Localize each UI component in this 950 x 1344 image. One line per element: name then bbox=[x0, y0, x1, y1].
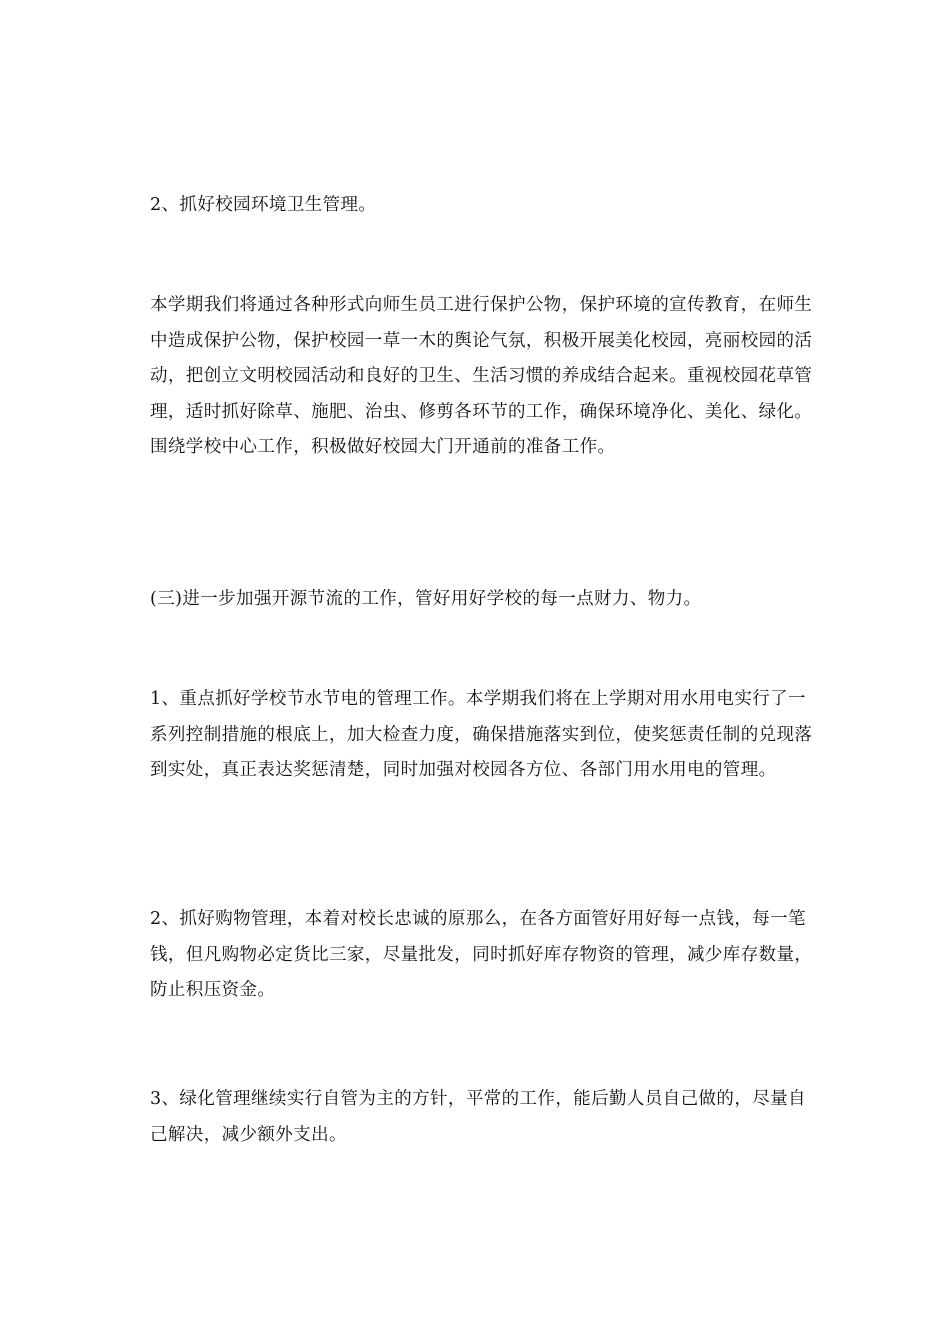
paragraph-campus-hygiene-heading: 2、抓好校园环境卫生管理。 bbox=[150, 195, 377, 215]
paragraph-water-electricity: 1、重点抓好学校节水节电的管理工作。本学期我们将在上学期对用水用电实行了一系列控制措施的根底上，加大检查力度，确保措施落实到位，使奖惩责任制的兑现落到实处，真正表达奖惩清楚，同时加强对校园各方位、各部门用水用电的管理。 bbox=[150, 689, 813, 780]
paragraph-campus-hygiene-body: 本学期我们将通过各种形式向师生员工进行保护公物，保护环境的宣传教育，在师生中造成保护公物，保护校园一草一木的舆论气氛，积极开展美化校园，亮丽校园的活动，把创立文明校园活动和良好的卫生、生活习惯的养成结合起来。重视校园花草管理，适时抓好除草、施肥、治虫、修剪各环节的工作，确保环境净化、美化、绿化。围绕学校中心工作，积极做好校园大门开通前的准备工作。 bbox=[150, 295, 813, 457]
paragraph-purchasing: 2、抓好购物管理，本着对校长忠诚的原那么，在各方面管好用好每一点钱，每一笔钱，但凡购物必定货比三家，尽量批发，同时抓好库存物资的管理，减少库存数量，防止积压资金。 bbox=[150, 909, 813, 1000]
paragraph-greening: 3、绿化管理继续实行自管为主的方针，平常的工作，能后勤人员自己做的，尽量自己解决，减少额外支出。 bbox=[150, 1089, 806, 1145]
paragraph-section-three-heading: (三)进一步加强开源节流的工作，管好用好学校的每一点财力、物力。 bbox=[150, 589, 702, 609]
